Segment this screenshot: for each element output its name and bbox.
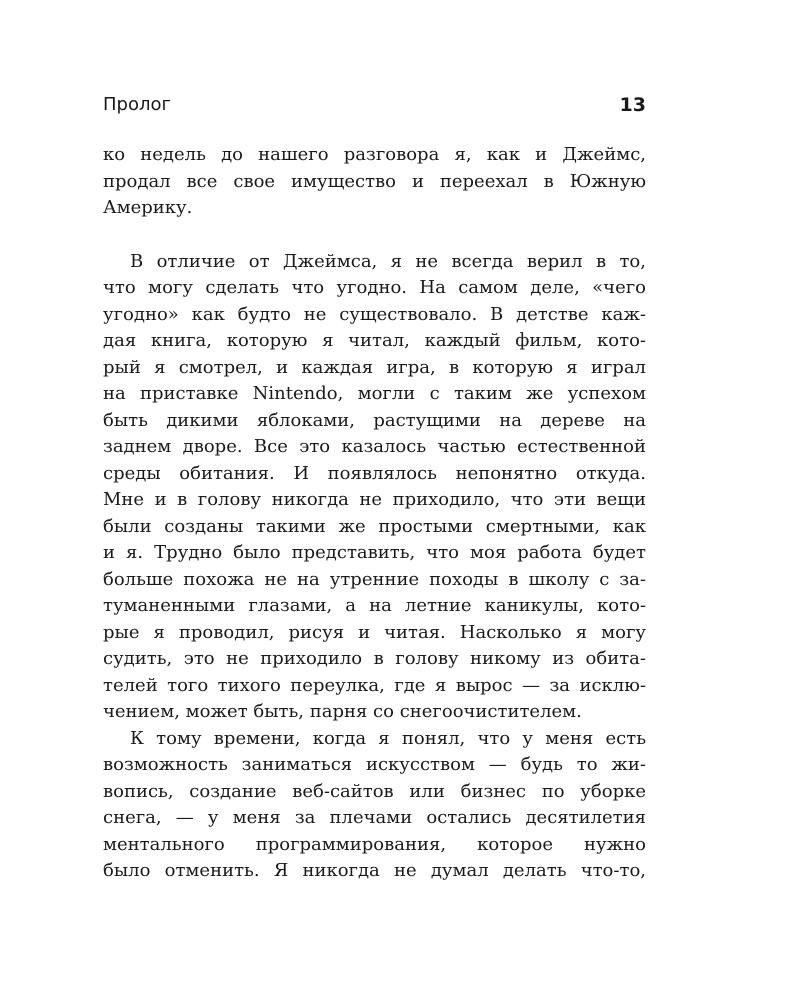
text-line: снега, — у меня за плечами остались десятилетия <box>103 807 646 828</box>
text-line: угодно» как будто не существовало. В детстве каж- <box>103 303 646 325</box>
text-line: больше похожа не на утренние походы в школу с за- <box>103 568 646 590</box>
text-line: вопись, создание веб-сайтов или бизнес по уборке <box>103 780 646 802</box>
text-line: Америку. <box>103 197 193 218</box>
text-line: продал все свое имущество и переехал в Южную <box>103 170 646 192</box>
text-line: дая книга, которую я читал, каждый фильм, кото- <box>103 330 646 351</box>
text-line: рый я смотрел, и каждая игра, в которую я играл <box>103 356 646 378</box>
text-line: и я. Трудно было представить, что моя работа будет <box>103 542 646 563</box>
text-line: на приставке Nintendo, могли с таким же успехом <box>103 383 646 404</box>
text-line: ко недель до нашего разговора я, как и Джеймс, <box>103 144 646 165</box>
text-line: чением, может быть, парня со снегоочистителем. <box>103 701 582 722</box>
text-line: туманенными глазами, а на летние каникулы, кото- <box>103 595 646 616</box>
page-number: 13 <box>619 94 646 116</box>
text-line: среды обитания. И появлялось непонятно откуда. <box>103 462 646 484</box>
text-line: В отличие от Джеймса, я не всегда верил в то, <box>130 250 646 272</box>
paragraph <box>103 142 646 222</box>
body-text <box>103 142 646 885</box>
text-line: заднем дворе. Все это казалось частью естественной <box>103 436 646 457</box>
running-head <box>103 92 646 118</box>
text-line: телей того тихого переулка, где я вырос — за исклю- <box>103 674 646 696</box>
text-line: Мне и в голову никогда не приходило, что эти вещи <box>103 489 646 510</box>
text-line: судить, это не приходило в голову никому из обита- <box>103 648 646 669</box>
text-line: ментального программирования, которое нужно <box>103 833 646 855</box>
chapter-title: Пролог <box>103 94 171 115</box>
text-line: К тому времени, когда я понял, что у меня есть <box>130 727 646 749</box>
text-line: были созданы такими же простыми смертными, как <box>103 515 646 537</box>
text-line: было отменить. Я никогда не думал делать что-то, <box>103 860 646 881</box>
text-line: возможность заниматься искусством — будь то жи- <box>103 754 646 775</box>
paragraph-break <box>103 222 646 249</box>
text-line: рые я проводил, рисуя и читая. Насколько я могу <box>103 621 646 643</box>
paragraph <box>103 249 646 726</box>
text-line: быть дикими яблоками, растущими на дереве на <box>103 409 646 431</box>
text-line: что могу сделать что угодно. На самом деле, «чего <box>103 277 646 298</box>
paragraph <box>103 726 646 885</box>
